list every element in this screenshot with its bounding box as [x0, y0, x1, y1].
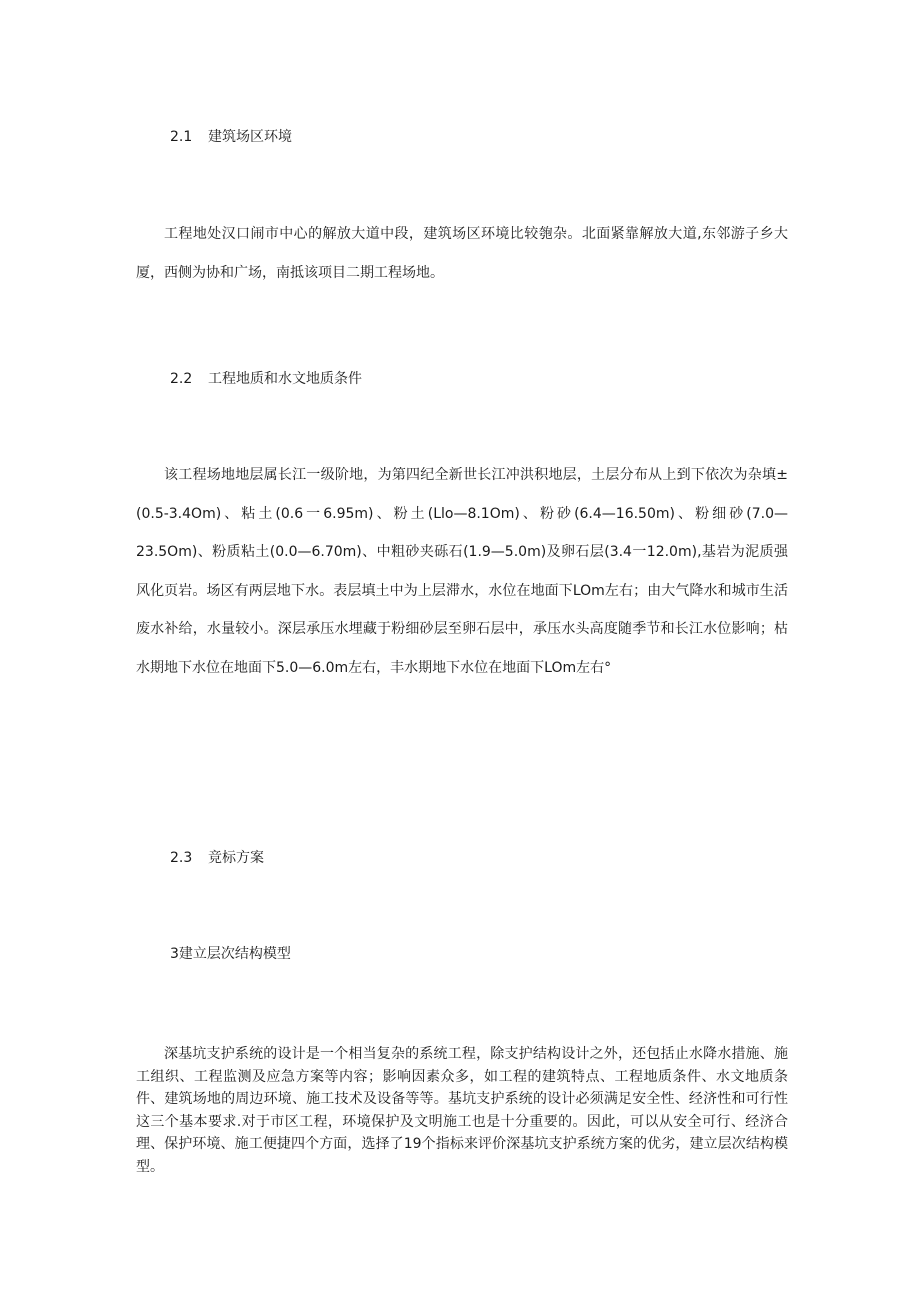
section-heading-2-2 [170, 369, 362, 389]
section-title: 3建立层次结构模型 [170, 946, 291, 962]
section-number: 2.1 [170, 129, 193, 145]
section-title: 工程地质和水文地质条件 [208, 371, 362, 387]
paragraph-geology: 该工程场地地层属长江一级阶地，为第四纪全新世长江冲洪积地层，土层分布从上到下依次为杂填±(0.5-3.4Om)、粘土(0.6一6.95m)、粉土(Llo—8.1Om)、粉砂(6.4—16.50m)、粉细砂(7.0—23.5Om)、粉质粘土(0.0—6.70m)、中粗砂夹砾石(1.9—5.0m)及卵石层(3.4一12.0m),基岩为泥质强风化页岩。场区有两层地下水。表层填土中为上层滞水，水位在地面下LOm左右；由大气降水和城市生活废水补给，水量较小。深层承压水埋藏于粉细砂层至卵石层中，承压水头高度随季节和长江水位影响；枯水期地下水位在地面下5.0—6.0m左右，丰水期地下水位在地面下LOm左右° [136, 467, 788, 676]
paragraph-site-environment: 工程地处汉口闹市中心的解放大道中段，建筑场区环境比较匏杂。北面紧靠解放大道,东邻游子乡大厦，西侧为协和广场，南抵该项目二期工程场地。 [136, 226, 788, 281]
section-title: 竞标方案 [208, 850, 264, 866]
paragraph-hierarchy-model: 深基坑支护系统的设计是一个相当复杂的系统工程，除支护结构设计之外，还包括止水降水措施、施工组织、工程监测及应急方案等内容；影响因素众多，如工程的建筑特点、工程地质条件、水文地质条件、建筑场地的周边环境、施工技术及设备等等。基坑支护系统的设计必须满足安全性、经济性和可行性这三个基本要求.对于市区工程，环境保护及文明施工也是十分重要的。因此，可以从安全可行、经济合理、保护环境、施工便捷四个方面，选择了19个指标来评价深基坑支护系统方案的优劣，建立层次结构模型。 [136, 1046, 788, 1175]
section-number: 2.2 [170, 371, 193, 387]
section-number: 2.3 [170, 850, 193, 866]
section-title: 建筑场区环境 [208, 129, 292, 145]
section-heading-2-3 [170, 848, 264, 868]
section-heading-3 [170, 944, 291, 964]
section-heading-2-1 [170, 127, 292, 147]
